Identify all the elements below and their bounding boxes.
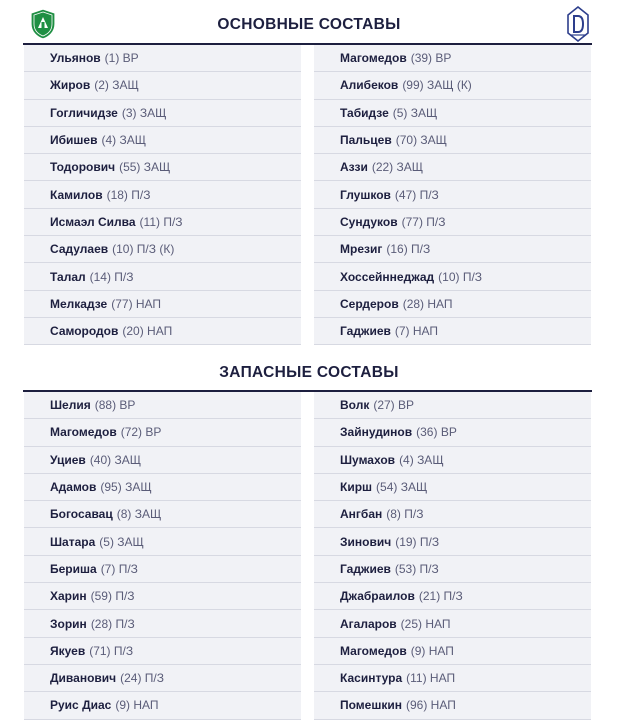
- player-info: (9) НАП: [115, 698, 159, 713]
- player-info: (16) П/З: [386, 242, 431, 257]
- substitutes-header: [0, 362, 618, 384]
- player-info: (77) П/З: [401, 214, 446, 229]
- player-row: [314, 236, 591, 263]
- player-name: Гаджиев: [340, 324, 391, 339]
- player-name: Агаларов: [340, 616, 397, 631]
- player-name: Пальцев: [340, 133, 392, 148]
- player-info: (11) НАП: [406, 671, 456, 686]
- player-name: Шатара: [50, 534, 96, 549]
- player-name: Тодорович: [50, 160, 116, 175]
- player-info: (59) П/З: [90, 589, 135, 604]
- player-name: Богосавац: [50, 507, 113, 522]
- player-row: [314, 72, 591, 99]
- player-name: Магомедов: [340, 51, 407, 66]
- player-name: Исмаэл Силва: [50, 214, 136, 229]
- player-row: [314, 318, 591, 345]
- player-info: (77) НАП: [111, 296, 162, 311]
- player-row: [314, 127, 591, 154]
- player-row: [314, 154, 591, 181]
- player-name: Зайнудинов: [340, 425, 413, 440]
- player-row: [314, 692, 591, 719]
- player-info: (47) П/З: [394, 187, 439, 202]
- player-name: Гаджиев: [340, 561, 391, 576]
- player-info: (27) ВР: [373, 398, 415, 413]
- player-info: (10) П/З (К): [112, 242, 175, 257]
- player-row: [24, 692, 301, 719]
- player-name: Бериша: [50, 561, 97, 576]
- player-info: (25) НАП: [400, 616, 451, 631]
- player-name: Ульянов: [50, 51, 101, 66]
- main-home-list: [24, 45, 301, 345]
- player-info: (24) П/З: [120, 671, 165, 686]
- player-name: Мрезиг: [340, 242, 383, 257]
- player-name: Гогличидзе: [50, 105, 118, 120]
- player-info: (20) НАП: [122, 324, 173, 339]
- player-info: (28) НАП: [402, 296, 453, 311]
- player-row: [314, 528, 591, 555]
- player-row: [24, 665, 301, 692]
- player-name: Мелкадзе: [50, 296, 108, 311]
- player-info: (28) П/З: [90, 616, 135, 631]
- player-info: (22) ЗАЩ: [371, 160, 424, 175]
- player-info: (5) ЗАЩ: [392, 105, 438, 120]
- player-name: Шелия: [50, 398, 91, 413]
- subs-home-list: [24, 392, 301, 720]
- player-info: (72) ВР: [120, 425, 162, 440]
- player-name: Зорин: [50, 616, 87, 631]
- player-info: (54) ЗАЩ: [376, 480, 428, 495]
- player-info: (96) НАП: [405, 698, 456, 713]
- player-name: Жиров: [50, 78, 91, 93]
- player-name: Алибеков: [340, 78, 399, 93]
- player-info: (88) ВР: [94, 398, 136, 413]
- player-name: Диванович: [50, 671, 117, 686]
- player-name: Табидзе: [340, 105, 389, 120]
- player-row: [24, 419, 301, 446]
- player-row: [314, 556, 591, 583]
- player-name: Хоссейннеджад: [340, 269, 435, 284]
- player-name: Магомедов: [340, 643, 407, 658]
- player-info: (19) П/З: [395, 534, 440, 549]
- player-row: [24, 638, 301, 665]
- player-info: (99) ЗАЩ (К): [402, 78, 472, 93]
- player-name: Шумахов: [340, 452, 396, 467]
- player-info: (5) ЗАЩ: [99, 534, 144, 549]
- player-row: [24, 501, 301, 528]
- player-name: Глушков: [340, 187, 391, 202]
- player-row: [24, 474, 301, 501]
- player-row: [314, 181, 591, 208]
- player-info: (1) ВР: [104, 51, 139, 66]
- player-row: [314, 474, 591, 501]
- player-row: [314, 447, 591, 474]
- player-name: Уциев: [50, 452, 86, 467]
- player-row: [24, 72, 301, 99]
- player-info: (40) ЗАЩ: [89, 452, 141, 467]
- player-info: (36) ВР: [416, 425, 457, 440]
- player-name: Харин: [50, 589, 87, 604]
- player-row: [24, 263, 301, 290]
- player-row: [24, 209, 301, 236]
- player-name: Зинович: [340, 534, 392, 549]
- player-row: [24, 556, 301, 583]
- player-name: Руис Диас: [50, 698, 112, 713]
- player-info: (53) П/З: [394, 561, 439, 576]
- player-name: Талал: [50, 269, 86, 284]
- player-row: [314, 45, 591, 72]
- main-away-list: [314, 45, 591, 345]
- player-row: [24, 610, 301, 637]
- player-name: Самородов: [50, 324, 119, 339]
- player-row: [24, 181, 301, 208]
- player-info: (39) ВР: [410, 51, 452, 66]
- player-name: Кирш: [340, 480, 373, 495]
- player-name: Якуев: [50, 643, 86, 658]
- player-name: Касинтура: [340, 671, 403, 686]
- player-row: [314, 392, 591, 419]
- substitutes-title: ЗАПАСНЫЕ СОСТАВЫ: [219, 364, 399, 381]
- player-info: (4) ЗАЩ: [101, 133, 146, 148]
- player-row: [314, 610, 591, 637]
- player-name: Сердеров: [340, 296, 399, 311]
- player-row: [24, 45, 301, 72]
- main-lineups-title: ОСНОВНЫЕ СОСТАВЫ: [217, 16, 401, 33]
- player-info: (4) ЗАЩ: [399, 452, 444, 467]
- player-row: [24, 392, 301, 419]
- player-row: [314, 501, 591, 528]
- player-row: [24, 100, 301, 127]
- subs-away-list: [314, 392, 591, 720]
- away-team-logo-icon: [566, 6, 590, 42]
- player-info: (9) НАП: [410, 643, 454, 658]
- player-info: (95) ЗАЩ: [100, 480, 152, 495]
- player-name: Джабраилов: [340, 589, 415, 604]
- player-row: [314, 291, 591, 318]
- player-row: [24, 291, 301, 318]
- player-row: [24, 236, 301, 263]
- player-row: [24, 583, 301, 610]
- player-info: (21) П/З: [418, 589, 463, 604]
- player-name: Ибишев: [50, 133, 98, 148]
- player-name: Магомедов: [50, 425, 117, 440]
- main-lineups-header: [0, 14, 618, 36]
- player-row: [314, 100, 591, 127]
- player-name: Сундуков: [340, 214, 398, 229]
- player-info: (2) ЗАЩ: [94, 78, 139, 93]
- player-row: [24, 318, 301, 345]
- player-name: Садулаев: [50, 242, 109, 257]
- player-info: (18) П/З: [106, 187, 151, 202]
- player-info: (14) П/З: [89, 269, 134, 284]
- player-name: Волк: [340, 398, 370, 413]
- player-row: [314, 583, 591, 610]
- player-row: [24, 127, 301, 154]
- player-info: (70) ЗАЩ: [395, 133, 447, 148]
- player-name: Ангбан: [340, 507, 383, 522]
- player-row: [314, 419, 591, 446]
- player-name: Адамов: [50, 480, 97, 495]
- player-name: Камилов: [50, 187, 103, 202]
- player-row: [314, 263, 591, 290]
- player-info: (71) П/З: [89, 643, 134, 658]
- player-info: (3) ЗАЩ: [121, 105, 167, 120]
- player-info: (11) П/З: [139, 214, 183, 229]
- player-info: (7) НАП: [394, 324, 439, 339]
- player-row: [24, 154, 301, 181]
- player-name: Аззи: [340, 160, 368, 175]
- player-row: [314, 665, 591, 692]
- player-row: [24, 528, 301, 555]
- player-name: Помешкин: [340, 698, 402, 713]
- player-info: (7) П/З: [100, 561, 138, 576]
- player-info: (55) ЗАЩ: [119, 160, 171, 175]
- player-row: [314, 209, 591, 236]
- player-row: [314, 638, 591, 665]
- player-row: [24, 447, 301, 474]
- player-info: (8) ЗАЩ: [116, 507, 162, 522]
- player-info: (8) П/З: [386, 507, 424, 522]
- player-info: (10) П/З: [438, 269, 483, 284]
